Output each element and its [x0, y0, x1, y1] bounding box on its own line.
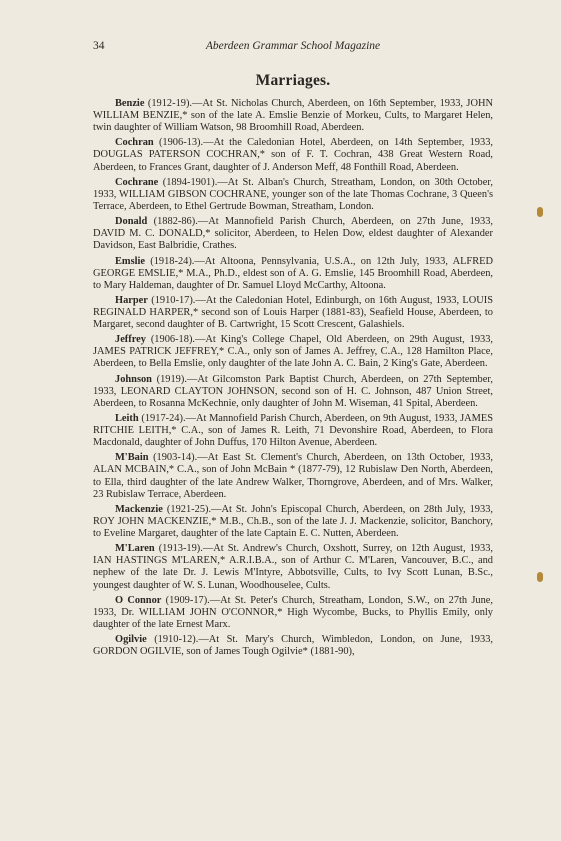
entry-surname: Leith	[115, 413, 139, 424]
marriage-entry	[93, 452, 493, 500]
marriage-entry	[93, 334, 493, 370]
entry-text: (1882-86).—At Mannofield Parish Church, Aberdeen, on 27th June, 1933, DAVID M. C. DONALD,* solicitor, Aberdeen, to Helen Dow, eldest daughter of Alexander Davidson, East Balbridie, Crathes.	[93, 216, 493, 252]
marriage-entry	[93, 634, 493, 658]
entry-surname: Ogilvie	[115, 634, 147, 646]
entry-surname: Jeffrey	[115, 334, 146, 346]
marriage-entry	[93, 177, 493, 213]
entry-surname: Benzie	[115, 98, 145, 109]
marriage-entry	[93, 216, 493, 252]
entry-surname: O Connor	[115, 594, 162, 606]
entry-text: (1912-19).—At St. Nicholas Church, Aberdeen, on 16th September, 1933, JOHN WILLIAM BENZIE,* son of the late A. Emslie Benzie of Morkeu, Cults, to Margaret Helen, twin daughter of William Watson, 98 Broomhill Road, Aberdeen.	[93, 98, 493, 134]
margin-binding-mark	[537, 207, 543, 217]
entry-surname: M'Bain	[115, 452, 149, 464]
marriage-entry	[93, 98, 493, 134]
entry-text: (1909-17).—At St. Peter's Church, Streatham, London, S.W., on 27th June, 1933, Dr. WILLIAM JOHN O'CONNOR,* High Wycombe, Bucks, to Phyllis Emily, only daughter of the late Ernest Marx.	[93, 594, 493, 630]
entry-text: (1910-12).—At St. Mary's Church, Wimbledon, London, on June, 1933, GORDON OGILVIE, son of James Tough Ogilvie* (1881-90),	[93, 634, 493, 658]
marriage-entry	[93, 504, 493, 540]
entry-text: (1919).—At Gilcomston Park Baptist Church, Aberdeen, on 27th September, 1933, LEONARD CLAYTON JOHNSON, second son of H. C. Johnson, 487 Union Street, Aberdeen, to Rosanna McKechnie, only daughter of John M. Wiseman, 41 Spital, Aberdeen.	[93, 373, 493, 409]
entry-text: (1918-24).—At Altoona, Pennsylvania, U.S.A., on 12th July, 1933, ALFRED GEORGE EMSLIE,* M.A., Ph.D., eldest son of A. G. Emslie, 145 Broomhill Road, Aberdeen, to Mary Haldeman, daughter of Dr. Samuel Lloyd McCarthy, Altoona.	[93, 255, 493, 291]
marriage-entry	[93, 413, 493, 449]
margin-binding-mark	[537, 572, 543, 582]
marriage-entry	[93, 256, 493, 292]
entry-text: (1910-17).—At the Caledonian Hotel, Edinburgh, on 16th August, 1933, LOUIS REGINALD HARPER,* second son of Louis Harper (1881-83), Seafield House, Aberdeen, to Margaret, second daughter of B. Cartwright, 15 Scott Crescent, Galashiels.	[93, 294, 493, 331]
marriage-entry	[93, 295, 493, 331]
entry-surname: Cochrane	[115, 176, 159, 188]
entry-text: (1906-18).—At King's College Chapel, Old Aberdeen, on 29th August, 1933, JAMES PATRICK JEFFREY,* C.A., only son of James A. Jeffrey, C.A., 128 Hamilton Place, Aberdeen, to Bella Emslie, only daughter of the late John A. C. Bain, 2 King's Gate, Aberdeen.	[93, 334, 493, 370]
entry-text: (1903-14).—At East St. Clement's Church, Aberdeen, on 13th October, 1933, ALAN MCBAIN,* C.A., son of John McBain * (1877-79), 12 Rubislaw Den North, Aberdeen, to Ella, third daughter of the late Andrew Walker, Thorngrove, Aberdeen, and of Mrs. Walker, 23 Rubislaw Terrace, Aberdeen.	[93, 452, 493, 500]
entry-surname: Mackenzie	[115, 503, 163, 515]
section-title: Marriages.	[255, 72, 331, 89]
marriage-entries	[93, 98, 493, 661]
marriage-entry	[93, 374, 493, 410]
marriage-entry	[93, 595, 493, 631]
entry-surname: Cochran	[115, 137, 154, 149]
entry-surname: Donald	[115, 216, 148, 228]
entry-text: (1917-24).—At Mannofield Parish Church, Aberdeen, on 9th August, 1933, JAMES RITCHIE LEITH,* C.A., son of James R. Leith, 71 Devonshire Road, Aberdeen, to Flora Macdonald, daughter of John Duffus, 170 Hilton Avenue, Aberdeen.	[93, 413, 493, 449]
entry-surname: Johnson	[115, 373, 152, 385]
marriage-entry	[93, 543, 493, 591]
entry-text: (1894-1901).—At St. Alban's Church, Streatham, London, on 30th October, 1933, WILLIAM GIBSON COCHRANE, younger son of the late Thomas Cochrane, 3 Queen's Terrace, Aberdeen, to Ethel Gertrude Bowman, Streatham, London.	[93, 176, 493, 212]
entry-text: (1913-19).—At St. Andrew's Church, Oxshott, Surrey, on 12th August, 1933, IAN HASTINGS M'LAREN,* A.R.I.B.A., son of Arthur C. M'Laren, Vancouver, B.C., and nephew of the late Dr. J. Lewis M'Intyre, Abbotsville, Cults, to Ivy Scott Lunan, B.Sc., youngest daughter of W. S. Lunan, Woodhouselee, Cults.	[93, 543, 493, 591]
marriage-entry	[93, 137, 493, 173]
entry-text: (1921-25).—At St. John's Episcopal Church, Aberdeen, on 28th July, 1933, ROY JOHN MACKENZIE,* M.B., Ch.B., son of the late J. J. Mackenzie, solicitor, Banchory, to Eveline Margaret, daughter of the late Captain E. C. Nutten, Aberdeen.	[93, 503, 493, 540]
entry-surname: M'Laren	[115, 543, 155, 555]
entry-surname: Emslie	[115, 255, 146, 267]
page-number: 34	[93, 40, 105, 52]
entry-text: (1906-13).—At the Caledonian Hotel, Aberdeen, on 14th September, 1933, DOUGLAS PATERSON COCHRAN,* son of F. T. Cochran, 438 Great Western Road, Aberdeen, to Frances Grant, daughter of J. Anderson Meff, 48 Fonthill Road, Aberdeen.	[93, 137, 493, 173]
running-title: Aberdeen Grammar School Magazine	[205, 40, 381, 52]
entry-surname: Harper	[115, 294, 148, 306]
